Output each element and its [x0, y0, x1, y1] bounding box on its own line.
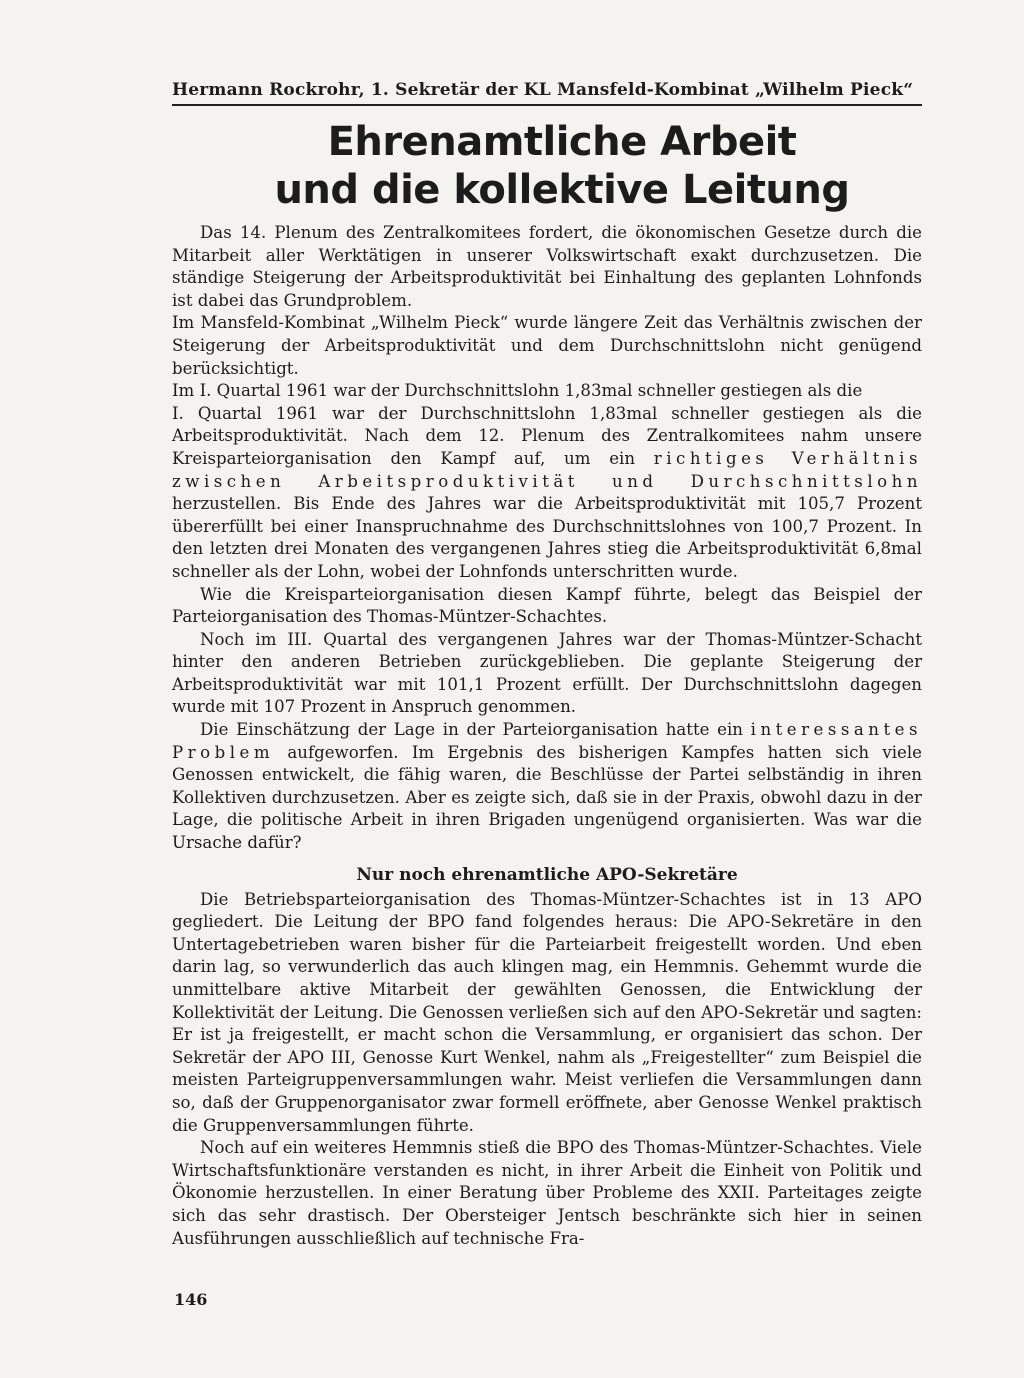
- paragraph-6-part-b: aufgeworfen. Im Ergebnis des bisherigen Kampfes hatten sich viele Genossen entwickelt, die fähig waren, die Beschlüsse der Partei selbständig in ihren Kollektiven durchzusetzen. Aber es zeigte sich, daß sie in der Praxis, obwohl dazu in der Lage, die politische Arbeit in ihren Brigaden ungenügend organisierten. Was war die Ursache dafür?: [172, 742, 922, 853]
- paragraph-8: Noch auf ein weiteres Hemmnis stieß die BPO des Thomas-Müntzer-Schachtes. Viele Wirtschaftsfunktionäre verstanden es nicht, in ihrer Arbeit die Einheit von Politik und Ökonomie herzustellen. In einer Beratung über Probleme des XXII. Parteitages zeigte sich das sehr drastisch. Der Obersteiger Jentsch beschränkte sich hier in seinen Ausführungen ausschließlich auf technische Fra-: [172, 1138, 922, 1248]
- paragraph-3-part-a: I. Quartal 1961 war der Durchschnittslohn 1,83mal schneller gestiegen als die Arbeitsproduktivität. Nach dem 12. Plenum des Zentralkomitees nahm unsere Kreisparteiorganisation den Kampf auf, um ein: [172, 403, 922, 468]
- document-page: [172, 80, 922, 1309]
- paragraph-3-part-b: herzustellen. Bis Ende des Jahres war die Arbeitsproduktivität mit 105,7 Prozent übererfüllt bei einer Inanspruchnahme des Durchschnittslohnes von 100,7 Prozent. In den letzten drei Monaten des vergangenen Jahres stieg die Arbeitsproduktivität 6,8mal schneller als der Lohn, wobei der Lohnfonds unterschritten wurde.: [172, 494, 922, 581]
- paragraph-3-emphasis: richtiges Verhältnis zwischen Arbeitsproduktivität und Durchschnittslohn: [172, 448, 922, 491]
- article-title: [202, 118, 922, 214]
- paragraph-6-emphasis: interessantes Problem: [172, 720, 922, 762]
- paragraph-7: Die Betriebsparteiorganisation des Thomas-Müntzer-Schachtes ist in 13 APO gegliedert. Die Leitung der BPO fand folgendes heraus: Die APO-Sekretäre in den Untertagebetrieben waren bisher für die Parteiarbeit freigestellt worden. Und eben darin lag, so verwunderlich das auch klingen mag, ein Hemmnis. Gehemmt wurde die unmittelbare aktive Mitarbeit der gewählten Genossen, die Entwicklung der Kollektivität der Leitung. Die Genossen verließen sich auf den APO-Sekretär und sagten: Er ist ja freigestellt, er macht schon die Versammlung, er organisiert das schon. Der Sekretär der APO III, Genosse Kurt Wenkel, nahm als „Freigestellter“ zum Beispiel die meisten Parteigruppenversammlungen wahr. Meist verliefen die Versammlungen dann so, daß der Gruppenorganisator zwar formell eröffnete, aber Genosse Wenkel praktisch die Gruppenversammlungen führte.: [172, 889, 922, 1135]
- title-line-1: Ehrenamtliche Arbeit: [327, 119, 797, 165]
- paragraph-3: [172, 403, 922, 584]
- section-subheading: Nur noch ehrenamtliche APO-Sekretäre: [356, 864, 738, 885]
- title-line-2: und die kollektive Leitung: [274, 167, 850, 213]
- paragraph-6-part-a: Die Einschätzung der Lage in der Parteiorganisation hatte ein: [200, 720, 743, 740]
- paragraph-6: [172, 719, 922, 855]
- author-byline: Hermann Rockrohr, 1. Sekretär der KL Mansfeld-Kombinat „Wilhelm Pieck“: [172, 80, 922, 106]
- paragraph-3-line: Im I. Quartal 1961 war der Durchschnittslohn 1,83mal schneller gestiegen als die: [172, 381, 863, 401]
- paragraph-5: Noch im III. Quartal des vergangenen Jahres war der Thomas-Müntzer-Schacht hinter den anderen Betrieben zurückgeblieben. Die geplante Steigerung der Arbeitsproduktivität war mit 101,1 Prozent erfüllt. Der Durchschnittslohn dagegen wurde mit 107 Prozent in Anspruch genommen.: [172, 629, 922, 717]
- article-body: [172, 222, 922, 1250]
- paragraph-2: Im Mansfeld-Kombinat „Wilhelm Pieck“ wurde längere Zeit das Verhältnis zwischen der Steigerung der Arbeitsproduktivität und dem Durchschnittslohn nicht genügend berücksichtigt.: [172, 313, 922, 378]
- paragraph-4: Wie die Kreisparteiorganisation diesen Kampf führte, belegt das Beispiel der Parteiorganisation des Thomas-Müntzer-Schachtes.: [172, 584, 922, 627]
- page-number: 146: [174, 1290, 208, 1310]
- paragraph-1: Das 14. Plenum des Zentralkomitees fordert, die ökonomischen Gesetze durch die Mitarbeit aller Werktätigen in unserer Volkswirtschaft exakt durchzusetzen. Die ständige Steigerung der Arbeitsproduktivität bei Einhaltung des geplanten Lohnfonds ist dabei das Grundproblem.: [172, 223, 922, 310]
